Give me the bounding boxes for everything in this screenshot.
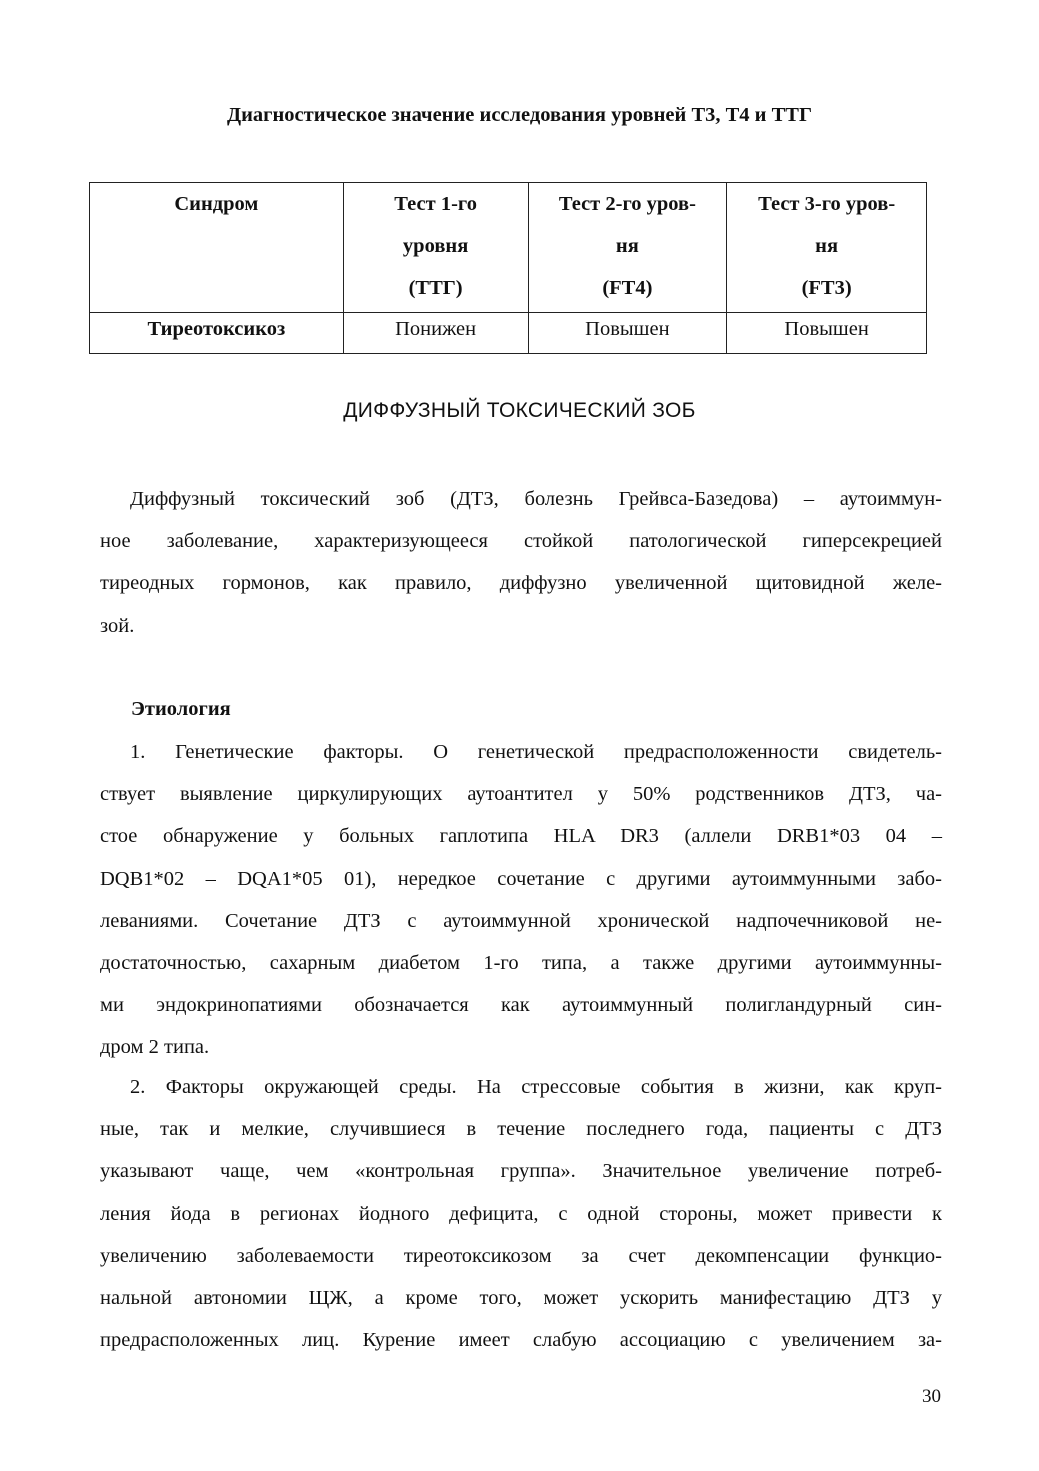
header-line: ня: [615, 235, 639, 257]
text-line: ствует выявление циркулирующих аутоантител у 50% родственников ДТЗ, ча-: [100, 783, 942, 806]
text-line: стое обнаружение у больных гаплотипа HLA DR3 (аллели DRB1*03 04 –: [100, 825, 942, 848]
diagnostic-table: [89, 182, 927, 354]
page-number: 30: [922, 1386, 941, 1407]
section-heading: ДИФФУЗНЫЙ ТОКСИЧЕСКИЙ ЗОБ: [343, 399, 696, 422]
text-line: зой.: [100, 614, 135, 637]
text-line: ное заболевание, характеризующееся стойкой патологической гиперсекрецией: [100, 530, 942, 553]
header-test-level-2: [528, 183, 727, 313]
text-line: указывают чаще, чем «контрольная группа». Значительное увеличение потреб-: [100, 1160, 942, 1183]
text-line: достаточностью, сахарным диабетом 1-го типа, а также другими аутоиммунны-: [100, 952, 942, 975]
table-cell: Понижен: [343, 313, 528, 354]
header-line: Синдром: [174, 193, 259, 215]
header-line: Тест 3-го уров-: [758, 193, 896, 215]
text-line: ные, так и мелкие, случившиеся в течение последнего года, пациенты с ДТЗ: [100, 1118, 942, 1141]
text-line: 2. Факторы окружающей среды. На стрессовые события в жизни, как круп-: [130, 1076, 942, 1098]
paragraph-genetic-factors: [100, 731, 942, 1069]
text-line: DQB1*02 – DQA1*05 01), нередкое сочетание с другими аутоиммунными забо-: [100, 867, 942, 890]
text-line: дром 2 типа.: [100, 1036, 210, 1059]
header-test-level-1: [343, 183, 528, 313]
header-line: ня: [815, 235, 839, 257]
text-line: Диффузный токсический зоб (ДТЗ, болезнь Грейвса-Базедова) – аутоиммун-: [130, 488, 942, 510]
intro-paragraph: [100, 478, 942, 647]
text-line: леваниями. Сочетание ДТЗ с аутоиммунной хронической надпочечниковой не-: [100, 909, 942, 932]
header-line: уровня: [402, 235, 469, 257]
text-line: ления йода в регионах йодного дефицита, с одной стороны, может привести к: [100, 1202, 942, 1225]
header-syndrome: [90, 183, 344, 313]
subheading-etiology: Этиология: [131, 698, 231, 720]
table-cell: Повышен: [528, 313, 727, 354]
header-line: Тест 1-го: [394, 193, 477, 215]
text-line: предрасположенных лиц. Курение имеет слабую ассоциацию с увеличением за-: [100, 1329, 942, 1352]
text-line: ми эндокринопатиями обозначается как аутоиммунный полигландурный син-: [100, 994, 942, 1017]
header-line: (FT3): [801, 277, 852, 299]
text-line: тиреодных гормонов, как правило, диффузно увеличенной щитовидной желе-: [100, 572, 942, 595]
table-caption: Диагностическое значение исследования уровней Т3, Т4 и ТТГ: [227, 104, 812, 126]
paragraph-environmental-factors: [100, 1066, 942, 1361]
table-header-row: [90, 183, 927, 313]
text-line: увеличению заболеваемости тиреотоксикозом за счет декомпенсации функцио-: [100, 1244, 942, 1267]
text-line: 1. Генетические факторы. О генетической предрасположенности свидетель-: [130, 741, 942, 763]
table-row: [90, 313, 927, 354]
header-test-level-3: [727, 183, 927, 313]
table-cell-syndrome: Тиреотоксикоз: [90, 313, 344, 354]
header-line: Тест 2-го уров-: [558, 193, 696, 215]
header-line: (FT4): [602, 277, 653, 299]
text-line: нальной автономии ЩЖ, а кроме того, может ускорить манифестацию ДТЗ у: [100, 1287, 942, 1310]
table-cell: Повышен: [727, 313, 927, 354]
header-line: (ТТГ): [408, 277, 463, 299]
